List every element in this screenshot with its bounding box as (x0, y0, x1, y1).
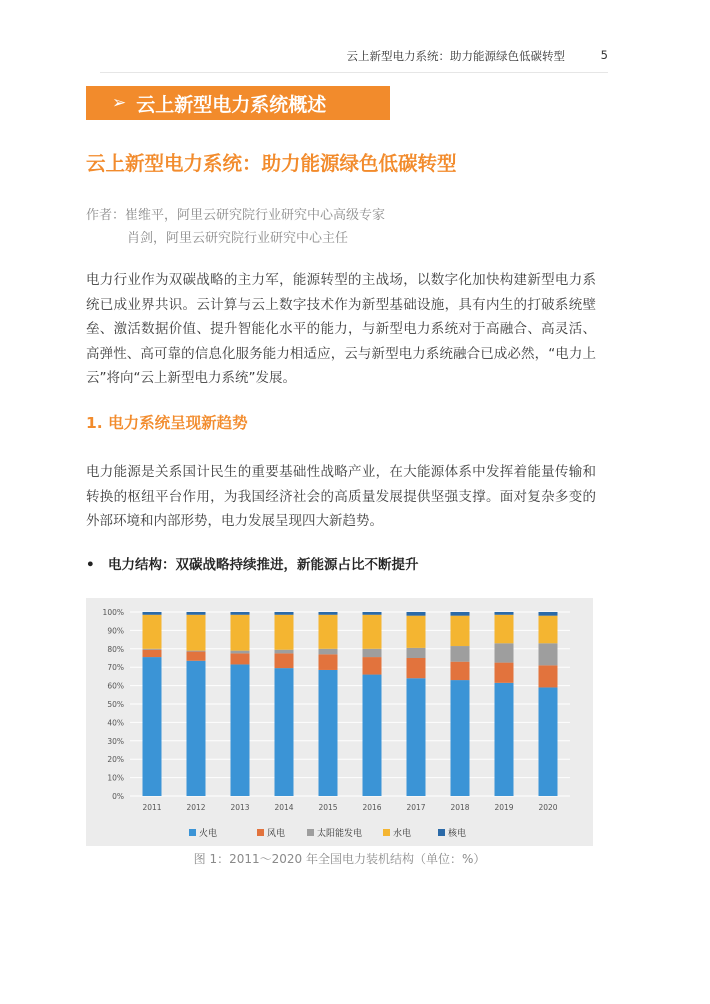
bullet-item (86, 553, 419, 573)
legend-label: 太阳能发电 (317, 829, 363, 839)
bar-segment (319, 612, 338, 615)
bar-segment (539, 612, 558, 616)
bar-segment (231, 612, 250, 615)
legend-swatch (383, 829, 390, 836)
figure-caption: 图 1：2011～2020 年全国电力装机结构（单位：%） (193, 852, 486, 866)
y-tick-label: 20% (107, 755, 124, 765)
legend-swatch (438, 829, 445, 836)
legend-label: 核电 (448, 829, 467, 839)
x-tick-label: 2016 (362, 803, 382, 812)
intro-paragraph: 电力行业作为双碳战略的主力军，能源转型的主战场，以数字化加快构建新型电力系统已成业界共识。云计算与云上数字技术作为新型基础设施，具有内生的打破系统壁垒、激活数据价值、提升智能化水平的能力，与新型电力系统对于高融合、高灵活、高弹性、高可靠的信息化服务能力相适应，云与新型电力系统融合已成必然，“电力上云”将向“云上新型电力系统”发展。 (86, 272, 596, 387)
bar-segment (451, 646, 470, 662)
legend-label: 火电 (199, 829, 218, 839)
bar-segment (187, 651, 206, 652)
x-tick-label: 2018 (450, 803, 470, 812)
x-tick-label: 2013 (230, 803, 250, 812)
bar-segment (539, 643, 558, 665)
bar-segment (363, 675, 382, 796)
x-tick-label: 2017 (406, 803, 426, 812)
bar-segment (143, 649, 162, 650)
bar-segment (319, 670, 338, 796)
author-line: 作者：崔维平，阿里云研究院行业研究中心高级专家 (86, 208, 386, 223)
bar-segment (495, 663, 514, 683)
bar-segment (407, 616, 426, 648)
x-tick-label: 2019 (494, 803, 514, 812)
bar-segment (319, 615, 338, 649)
header-divider (100, 72, 608, 73)
bar-segment (451, 612, 470, 616)
section-banner (86, 86, 390, 120)
x-tick-label: 2011 (142, 803, 162, 812)
bar-segment (231, 664, 250, 796)
bar-segment (231, 651, 250, 654)
bar-segment (495, 683, 514, 796)
bar-segment (319, 649, 338, 655)
bar-segment (143, 615, 162, 649)
bar-segment (407, 648, 426, 658)
bar-segment (275, 615, 294, 650)
bar-segment (495, 615, 514, 644)
bar-segment (275, 650, 294, 654)
chart-panel (86, 598, 593, 846)
y-tick-label: 10% (107, 773, 124, 783)
body-paragraph: 电力能源是关系国计民生的重要基础性战略产业，在大能源体系中发挥着能量传输和转换的枢纽平台作用，为我国经济社会的高质量发展提供坚强支撑。面对复杂多变的外部环境和内部形势，电力发展呈现四大新趋势。 (86, 464, 596, 530)
bar-segment (275, 612, 294, 615)
bar-segment (495, 612, 514, 615)
bar-segment (275, 653, 294, 668)
bar-segment (187, 661, 206, 796)
legend-swatch (189, 829, 196, 836)
y-tick-label: 80% (107, 644, 124, 654)
bar-segment (407, 678, 426, 796)
y-tick-label: 60% (107, 681, 124, 691)
y-tick-label: 70% (107, 663, 124, 673)
bullet-dot: • (86, 557, 95, 573)
x-tick-label: 2014 (274, 803, 294, 812)
bar-segment (187, 615, 206, 651)
y-tick-label: 50% (107, 700, 124, 709)
bar-segment (539, 687, 558, 796)
bar-segment (187, 652, 206, 661)
bar-segment (143, 657, 162, 796)
author-line: 肖剑，阿里云研究院行业研究中心主任 (127, 231, 349, 246)
x-tick-label: 2012 (186, 803, 206, 812)
y-tick-label: 90% (107, 626, 124, 636)
bar-segment (363, 615, 382, 649)
bar-segment (231, 615, 250, 651)
bar-segment (539, 665, 558, 687)
y-tick-label: 100% (102, 608, 124, 617)
bar-segment (231, 653, 250, 664)
y-tick-label: 30% (107, 736, 124, 746)
running-title: 云上新型电力系统：助力能源绿色低碳转型 (346, 49, 565, 63)
bar-segment (275, 668, 294, 796)
stacked-bar-chart (86, 598, 593, 846)
bar-segment (319, 654, 338, 670)
legend-swatch (257, 829, 264, 836)
section-title: 云上新型电力系统概述 (136, 93, 327, 116)
y-tick-label: 40% (107, 718, 124, 728)
bar-segment (407, 658, 426, 678)
author-block (86, 204, 385, 250)
x-tick-label: 2020 (538, 803, 558, 812)
bar-segment (143, 612, 162, 615)
bar-segment (363, 657, 382, 674)
bar-segment (407, 612, 426, 616)
bar-segment (363, 612, 382, 615)
arrow-icon: ➢ (112, 93, 127, 113)
x-tick-label: 2015 (318, 803, 338, 812)
page-number: 5 (600, 48, 608, 62)
subheading: 1. 电力系统呈现新趋势 (86, 414, 248, 432)
legend-label: 水电 (393, 829, 412, 839)
bar-segment (451, 680, 470, 796)
bar-segment (187, 612, 206, 615)
legend-swatch (307, 829, 314, 836)
bar-segment (363, 649, 382, 657)
bar-segment (143, 650, 162, 657)
bar-segment (451, 616, 470, 646)
bar-segment (539, 616, 558, 644)
article-title: 云上新型电力系统：助力能源绿色低碳转型 (86, 152, 457, 175)
bar-segment (495, 643, 514, 662)
bar-segment (451, 662, 470, 680)
y-tick-label: 0% (112, 792, 124, 801)
bullet-text: 电力结构：双碳战略持续推进，新能源占比不断提升 (108, 557, 419, 573)
legend-label: 风电 (267, 829, 286, 839)
